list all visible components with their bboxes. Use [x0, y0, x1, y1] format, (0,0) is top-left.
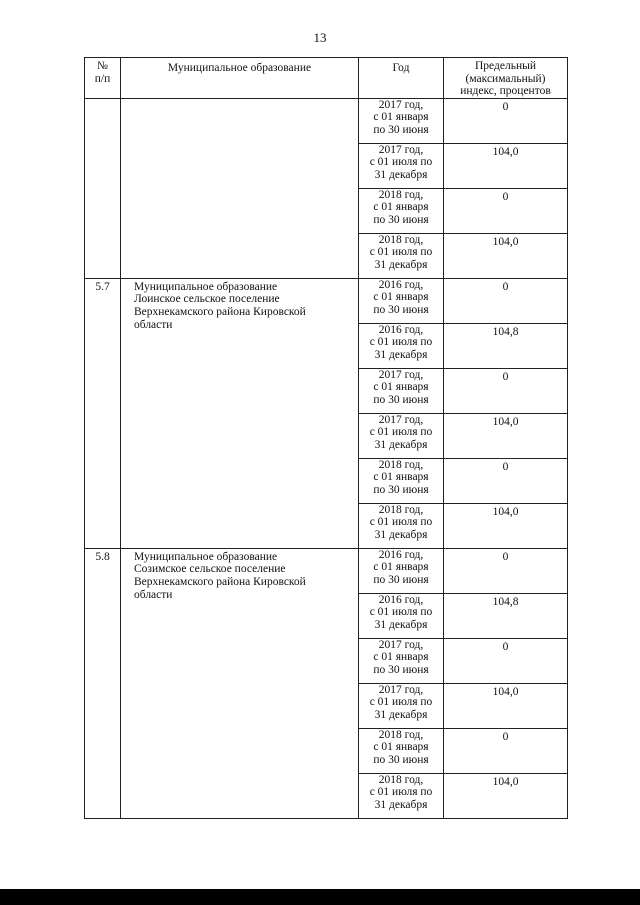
period-line: 2018 год,: [378, 773, 424, 786]
municipality-line: Лоинское сельское поселение: [134, 293, 280, 306]
period-cell: [359, 773, 444, 818]
period-cell: [359, 683, 444, 728]
table-row: [85, 278, 568, 323]
table-body: [85, 98, 568, 818]
period-line: с 01 июля по: [369, 516, 433, 529]
period-line: с 01 июля по: [369, 426, 433, 439]
header-index-line: (максимальный): [465, 72, 546, 85]
header-num-line: №: [97, 60, 108, 72]
index-value-cell: 104,0: [444, 773, 568, 818]
row-number-cell: [85, 98, 121, 278]
period-line: по 30 июня: [373, 213, 429, 226]
period-line: 2017 год,: [378, 368, 424, 381]
period-line: 2018 год,: [378, 728, 424, 741]
period-line: 31 декабря: [374, 348, 428, 361]
period-line: 2017 год,: [378, 683, 424, 696]
period-line: с 01 января: [373, 111, 429, 124]
period-line: с 01 января: [373, 381, 429, 394]
index-value-cell: 0: [444, 98, 568, 143]
period-line: с 01 января: [373, 291, 429, 304]
index-value-cell: 0: [444, 638, 568, 683]
period-line: 2017 год,: [378, 413, 424, 426]
index-value-cell: 0: [444, 368, 568, 413]
index-value-cell: 104,0: [444, 233, 568, 278]
period-line: с 01 июля по: [369, 696, 433, 709]
table-header-row: [85, 58, 568, 99]
municipality-line: области: [134, 318, 173, 331]
scan-bottom-edge: [0, 889, 640, 905]
period-line: 2017 год,: [378, 98, 424, 111]
index-value-cell: 104,0: [444, 503, 568, 548]
period-line: 31 декабря: [374, 618, 428, 631]
header-num-line: п/п: [94, 72, 111, 85]
period-cell: [359, 368, 444, 413]
municipality-line: области: [134, 588, 173, 601]
period-line: 31 декабря: [374, 798, 428, 811]
period-line: по 30 июня: [373, 123, 429, 136]
period-line: 2018 год,: [378, 458, 424, 471]
period-line: 2017 год,: [378, 638, 424, 651]
period-line: с 01 января: [373, 561, 429, 574]
period-cell: [359, 638, 444, 683]
period-line: 31 декабря: [374, 708, 428, 721]
period-cell: [359, 98, 444, 143]
table-row: [85, 548, 568, 593]
period-cell: [359, 278, 444, 323]
period-line: 2016 год,: [378, 323, 424, 336]
period-line: по 30 июня: [373, 393, 429, 406]
period-line: 2018 год,: [378, 503, 424, 516]
tariff-index-table: [84, 57, 568, 819]
period-line: с 01 января: [373, 471, 429, 484]
period-line: с 01 июля по: [369, 246, 433, 259]
period-line: 31 декабря: [374, 258, 428, 271]
period-cell: [359, 143, 444, 188]
municipality-cell: [121, 278, 359, 548]
municipality-line: Верхнекамского района Кировской: [134, 575, 306, 588]
index-value-cell: 104,8: [444, 323, 568, 368]
period-cell: [359, 458, 444, 503]
period-cell: [359, 593, 444, 638]
period-line: с 01 июля по: [369, 336, 433, 349]
period-line: 2018 год,: [378, 188, 424, 201]
period-line: 2017 год,: [378, 143, 424, 156]
index-value-cell: 0: [444, 548, 568, 593]
index-value-cell: 104,8: [444, 593, 568, 638]
row-number-cell: 5.8: [85, 548, 121, 818]
period-line: по 30 июня: [373, 753, 429, 766]
index-value-cell: 104,0: [444, 413, 568, 458]
period-line: по 30 июня: [373, 483, 429, 496]
period-line: 31 декабря: [374, 528, 428, 541]
municipality-line: Муниципальное образование: [134, 550, 278, 563]
header-municipality: Муниципальное образование: [121, 58, 359, 99]
municipality-line: Созимское сельское поселение: [134, 563, 286, 576]
municipality-cell: [121, 548, 359, 818]
index-value-cell: 104,0: [444, 143, 568, 188]
page-number: 13: [313, 30, 327, 45]
index-value-cell: 0: [444, 188, 568, 233]
index-value-cell: 104,0: [444, 683, 568, 728]
index-value-cell: 0: [444, 458, 568, 503]
index-value-cell: 0: [444, 278, 568, 323]
header-num: [85, 58, 121, 99]
municipality-cell: [121, 98, 359, 278]
period-line: 2016 год,: [378, 548, 424, 561]
period-cell: [359, 503, 444, 548]
period-line: с 01 июля по: [369, 606, 433, 619]
period-line: 2016 год,: [378, 593, 424, 606]
row-number-cell: 5.7: [85, 278, 121, 548]
period-line: с 01 июля по: [369, 786, 433, 799]
period-line: по 30 июня: [373, 303, 429, 316]
header-year: Год: [359, 58, 444, 99]
municipality-line: Верхнекамского района Кировской: [134, 305, 306, 318]
period-cell: [359, 233, 444, 278]
period-cell: [359, 188, 444, 233]
header-index: [444, 58, 568, 99]
period-line: по 30 июня: [373, 663, 429, 676]
period-cell: [359, 728, 444, 773]
period-line: с 01 июля по: [369, 156, 433, 169]
index-value-cell: 0: [444, 728, 568, 773]
period-cell: [359, 413, 444, 458]
period-line: 31 декабря: [374, 168, 428, 181]
period-line: с 01 января: [373, 741, 429, 754]
header-index-line: индекс, процентов: [460, 85, 551, 98]
period-line: 31 декабря: [374, 438, 428, 451]
period-cell: [359, 323, 444, 368]
period-line: 2016 год,: [378, 278, 424, 291]
header-index-line: Предельный: [475, 60, 536, 72]
period-line: с 01 января: [373, 651, 429, 664]
period-cell: [359, 548, 444, 593]
period-line: с 01 января: [373, 201, 429, 214]
municipality-line: Муниципальное образование: [134, 280, 278, 293]
period-line: по 30 июня: [373, 573, 429, 586]
period-line: 2018 год,: [378, 233, 424, 246]
table-row: [85, 98, 568, 143]
